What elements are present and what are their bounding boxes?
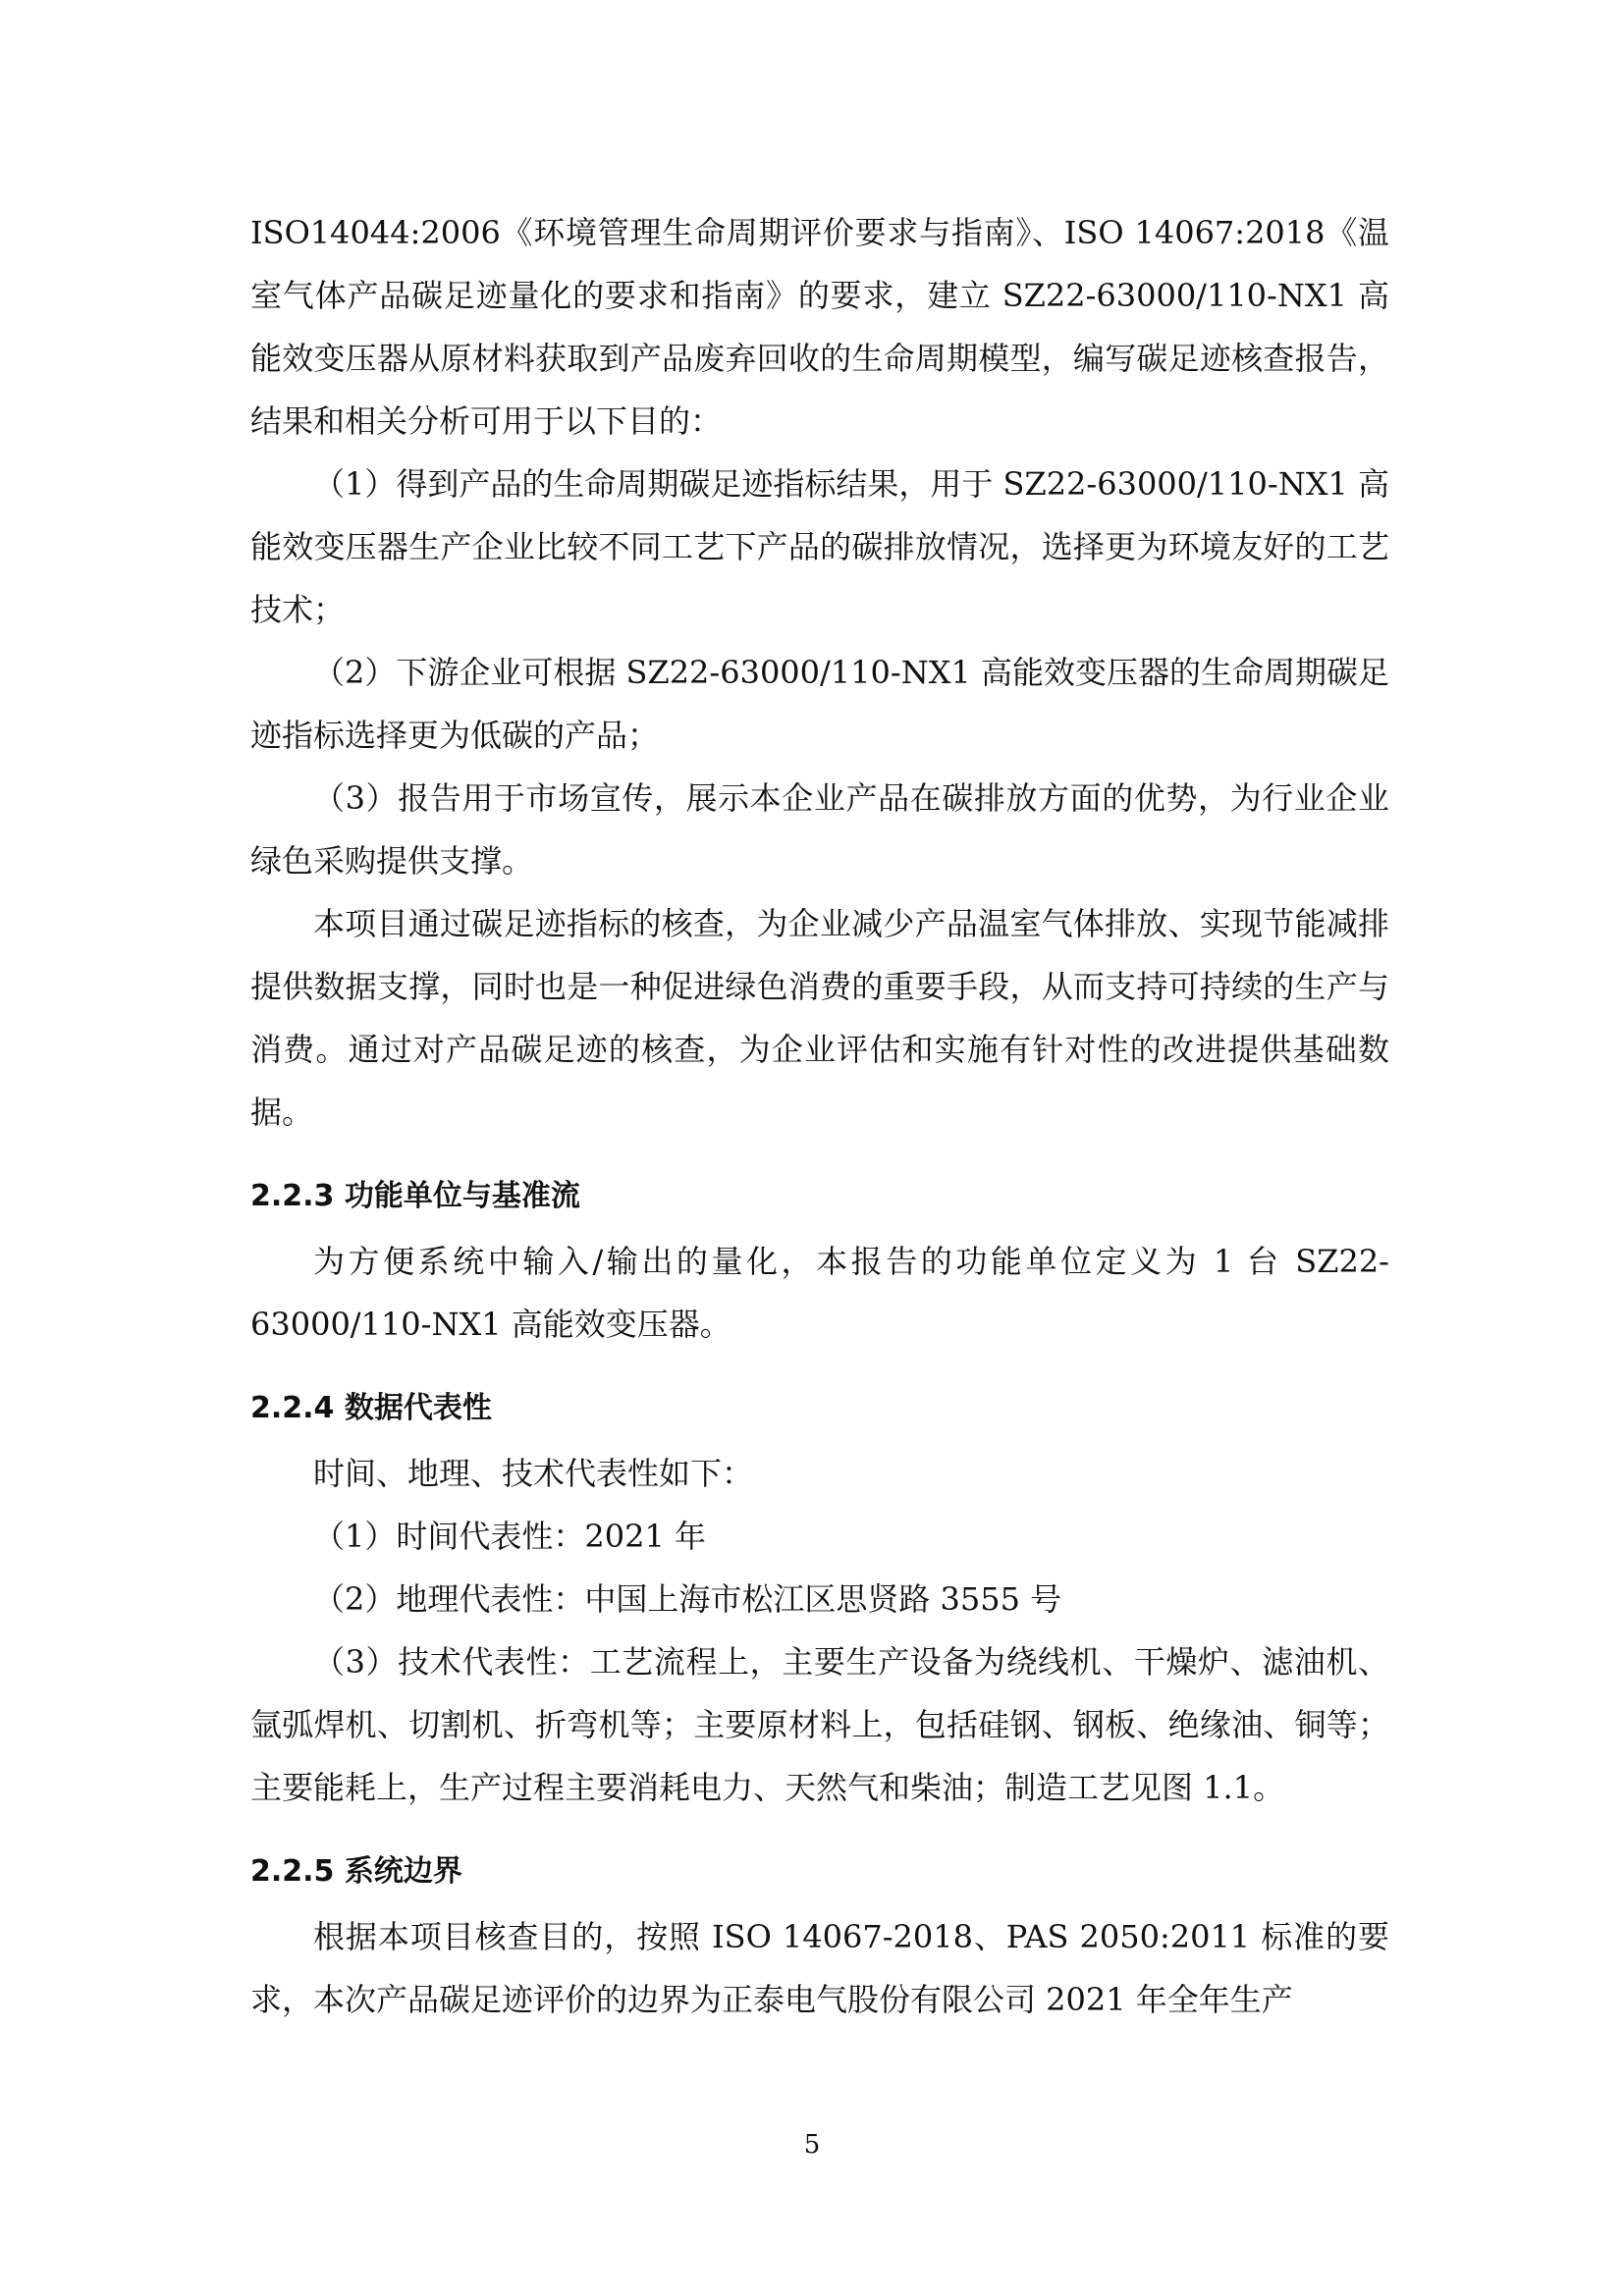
section-heading-223: 2.2.3 功能单位与基准流 [250, 1179, 580, 1213]
page-number: 5 [803, 2130, 821, 2160]
representativeness-intro: 时间、地理、技术代表性如下： [313, 1455, 754, 1492]
page-content [250, 201, 1389, 2031]
section-heading-224: 2.2.4 数据代表性 [250, 1391, 492, 1425]
geo-representativeness: （2）地理代表性：中国上海市松江区思贤路 3555 号 [313, 1580, 1062, 1618]
time-representativeness: （1）时间代表性：2021 年 [313, 1518, 706, 1555]
purpose-item-1: （1）得到产品的生命周期碳足迹指标结果，用于 SZ22-63000/110-NX1 高能效变压器生产企业比较不同工艺下产品的碳排放情况，选择更为环境友好的工艺技术； [250, 465, 1390, 628]
purpose-item-2: （2）下游企业可根据 SZ22-63000/110-NX1 高能效变压器的生命周期碳足迹指标选择更为低碳的产品； [250, 654, 1390, 754]
section-heading-225: 2.2.5 系统边界 [250, 1854, 462, 1889]
tech-representativeness: （3）技术代表性：工艺流程上，主要生产设备为绕线机、干燥炉、滤油机、氩弧焊机、切割机、折弯机等；主要原材料上，包括硅钢、钢板、绝缘油、铜等；主要能耗上，生产过程主要消耗电力、天然气和柴油；制造工艺见图 1.1。 [250, 1643, 1389, 1806]
summary-paragraph: 本项目通过碳足迹指标的核查，为企业减少产品温室气体排放、实现节能减排提供数据支撑，同时也是一种促进绿色消费的重要手段，从而支持可持续的生产与消费。通过对产品碳足迹的核查，为企业评估和实施有针对性的改进提供基础数据。 [250, 905, 1389, 1131]
intro-paragraph: ISO14044:2006《环境管理生命周期评价要求与指南》、ISO 14067:2018《温室气体产品碳足迹量化的要求和指南》的要求，建立 SZ22-63000/110-NX1 高能效变压器从原材料获取到产品废弃回收的生命周期模型，编写碳足迹核查报告，结果和相关分析可用于以下目的： [250, 214, 1389, 440]
purpose-item-3: （3）报告用于市场宣传，展示本企业产品在碳排放方面的优势，为行业企业绿色采购提供支撑。 [250, 779, 1389, 880]
system-boundary-paragraph: 根据本项目核查目的，按照 ISO 14067-2018、PAS 2050:2011 标准的要求，本次产品碳足迹评价的边界为正泰电气股份有限公司 2021 年全年生产 [250, 1918, 1389, 2018]
functional-unit-paragraph: 为方便系统中输入/输出的量化，本报告的功能单位定义为 1 台 SZ22-63000/110-NX1 高能效变压器。 [250, 1243, 1389, 1343]
